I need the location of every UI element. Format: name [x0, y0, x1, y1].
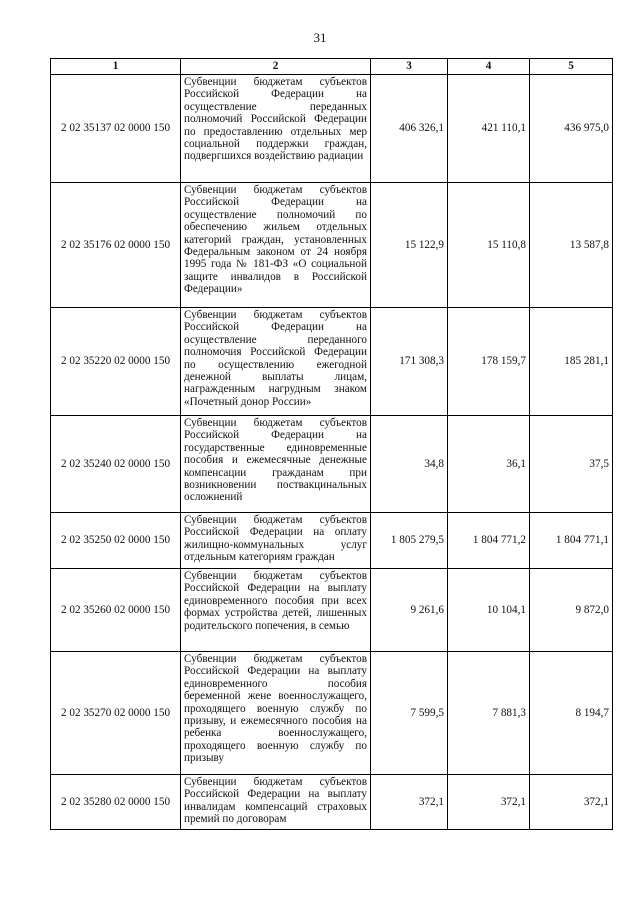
- value-col-3: 9 261,6: [371, 569, 448, 652]
- value-col-5: 8 194,7: [530, 652, 613, 775]
- row-description: Субвенции бюджетам субъектов Российской Федерации на выплату единовременного пособия при всех формах устройства детей, лишенных родительского попечения, в семью: [181, 569, 371, 652]
- value-col-4: 36,1: [448, 416, 530, 513]
- value-col-4: 15 110,8: [448, 183, 530, 308]
- table-row: [51, 652, 613, 775]
- value-col-3: 372,1: [371, 775, 448, 830]
- table-row: [51, 308, 613, 416]
- column-header: 1: [51, 59, 181, 75]
- column-header: 4: [448, 59, 530, 75]
- column-header: 2: [181, 59, 371, 75]
- row-description: Субвенции бюджетам субъектов Российской Федерации на осуществление полномочий по обеспечению жильем отдельных категорий граждан, установленных Федеральным законом от 24 ноября 1995 года № 181-ФЗ «О социальной защите инвалидов в Российской Федерации»: [181, 183, 371, 308]
- budget-code: 2 02 35220 02 0000 150: [51, 308, 181, 416]
- column-header: 5: [530, 59, 613, 75]
- value-col-4: 7 881,3: [448, 652, 530, 775]
- budget-code: 2 02 35250 02 0000 150: [51, 513, 181, 569]
- value-col-3: 406 326,1: [371, 75, 448, 183]
- value-col-3: 15 122,9: [371, 183, 448, 308]
- table-row: [51, 775, 613, 830]
- value-col-3: 7 599,5: [371, 652, 448, 775]
- budget-code: 2 02 35176 02 0000 150: [51, 183, 181, 308]
- budget-table: [50, 58, 613, 830]
- value-col-4: 1 804 771,2: [448, 513, 530, 569]
- value-col-3: 171 308,3: [371, 308, 448, 416]
- value-col-5: 436 975,0: [530, 75, 613, 183]
- value-col-4: 372,1: [448, 775, 530, 830]
- table-row: [51, 569, 613, 652]
- value-col-3: 34,8: [371, 416, 448, 513]
- value-col-5: 372,1: [530, 775, 613, 830]
- value-col-5: 1 804 771,1: [530, 513, 613, 569]
- value-col-5: 37,5: [530, 416, 613, 513]
- value-col-4: 178 159,7: [448, 308, 530, 416]
- row-description: Субвенции бюджетам субъектов Российской Федерации на оплату жилищно-коммунальных услуг отдельным категориям граждан: [181, 513, 371, 569]
- column-header: 3: [371, 59, 448, 75]
- header-row: [51, 59, 613, 75]
- budget-code: 2 02 35270 02 0000 150: [51, 652, 181, 775]
- row-description: Субвенции бюджетам субъектов Российской Федерации на государственные единовременные пособия и ежемесячные денежные компенсации гражданам при возникновении поствакцинальных осложнений: [181, 416, 371, 513]
- budget-code: 2 02 35137 02 0000 150: [51, 75, 181, 183]
- value-col-3: 1 805 279,5: [371, 513, 448, 569]
- value-col-5: 13 587,8: [530, 183, 613, 308]
- row-description: Субвенции бюджетам субъектов Российской Федерации на осуществление переданных полномочий Российской Федерации по предоставлению отдельных мер социальной поддержки граждан, подвергшихся воздействию радиации: [181, 75, 371, 183]
- row-description: Субвенции бюджетам субъектов Российской Федерации на выплату единовременного пособия беременной жене военнослужащего, проходящего военную службу по призыву, и ежемесячного пособия на ребенка военнослужащего, проходящего военную службу по призыву: [181, 652, 371, 775]
- value-col-5: 9 872,0: [530, 569, 613, 652]
- row-description: Субвенции бюджетам субъектов Российской Федерации на выплату инвалидам компенсаций страховых премий по договорам: [181, 775, 371, 830]
- budget-code: 2 02 35260 02 0000 150: [51, 569, 181, 652]
- table-row: [51, 183, 613, 308]
- table-row: [51, 75, 613, 183]
- page-number: 31: [313, 30, 327, 45]
- table-row: [51, 416, 613, 513]
- value-col-5: 185 281,1: [530, 308, 613, 416]
- value-col-4: 421 110,1: [448, 75, 530, 183]
- value-col-4: 10 104,1: [448, 569, 530, 652]
- budget-code: 2 02 35240 02 0000 150: [51, 416, 181, 513]
- row-description: Субвенции бюджетам субъектов Российской Федерации на осуществление переданного полномочия Российской Федерации по осуществлению ежегодной денежной выплаты лицам, награжденным нагрудным знаком «Почетный донор России»: [181, 308, 371, 416]
- budget-code: 2 02 35280 02 0000 150: [51, 775, 181, 830]
- table-row: [51, 513, 613, 569]
